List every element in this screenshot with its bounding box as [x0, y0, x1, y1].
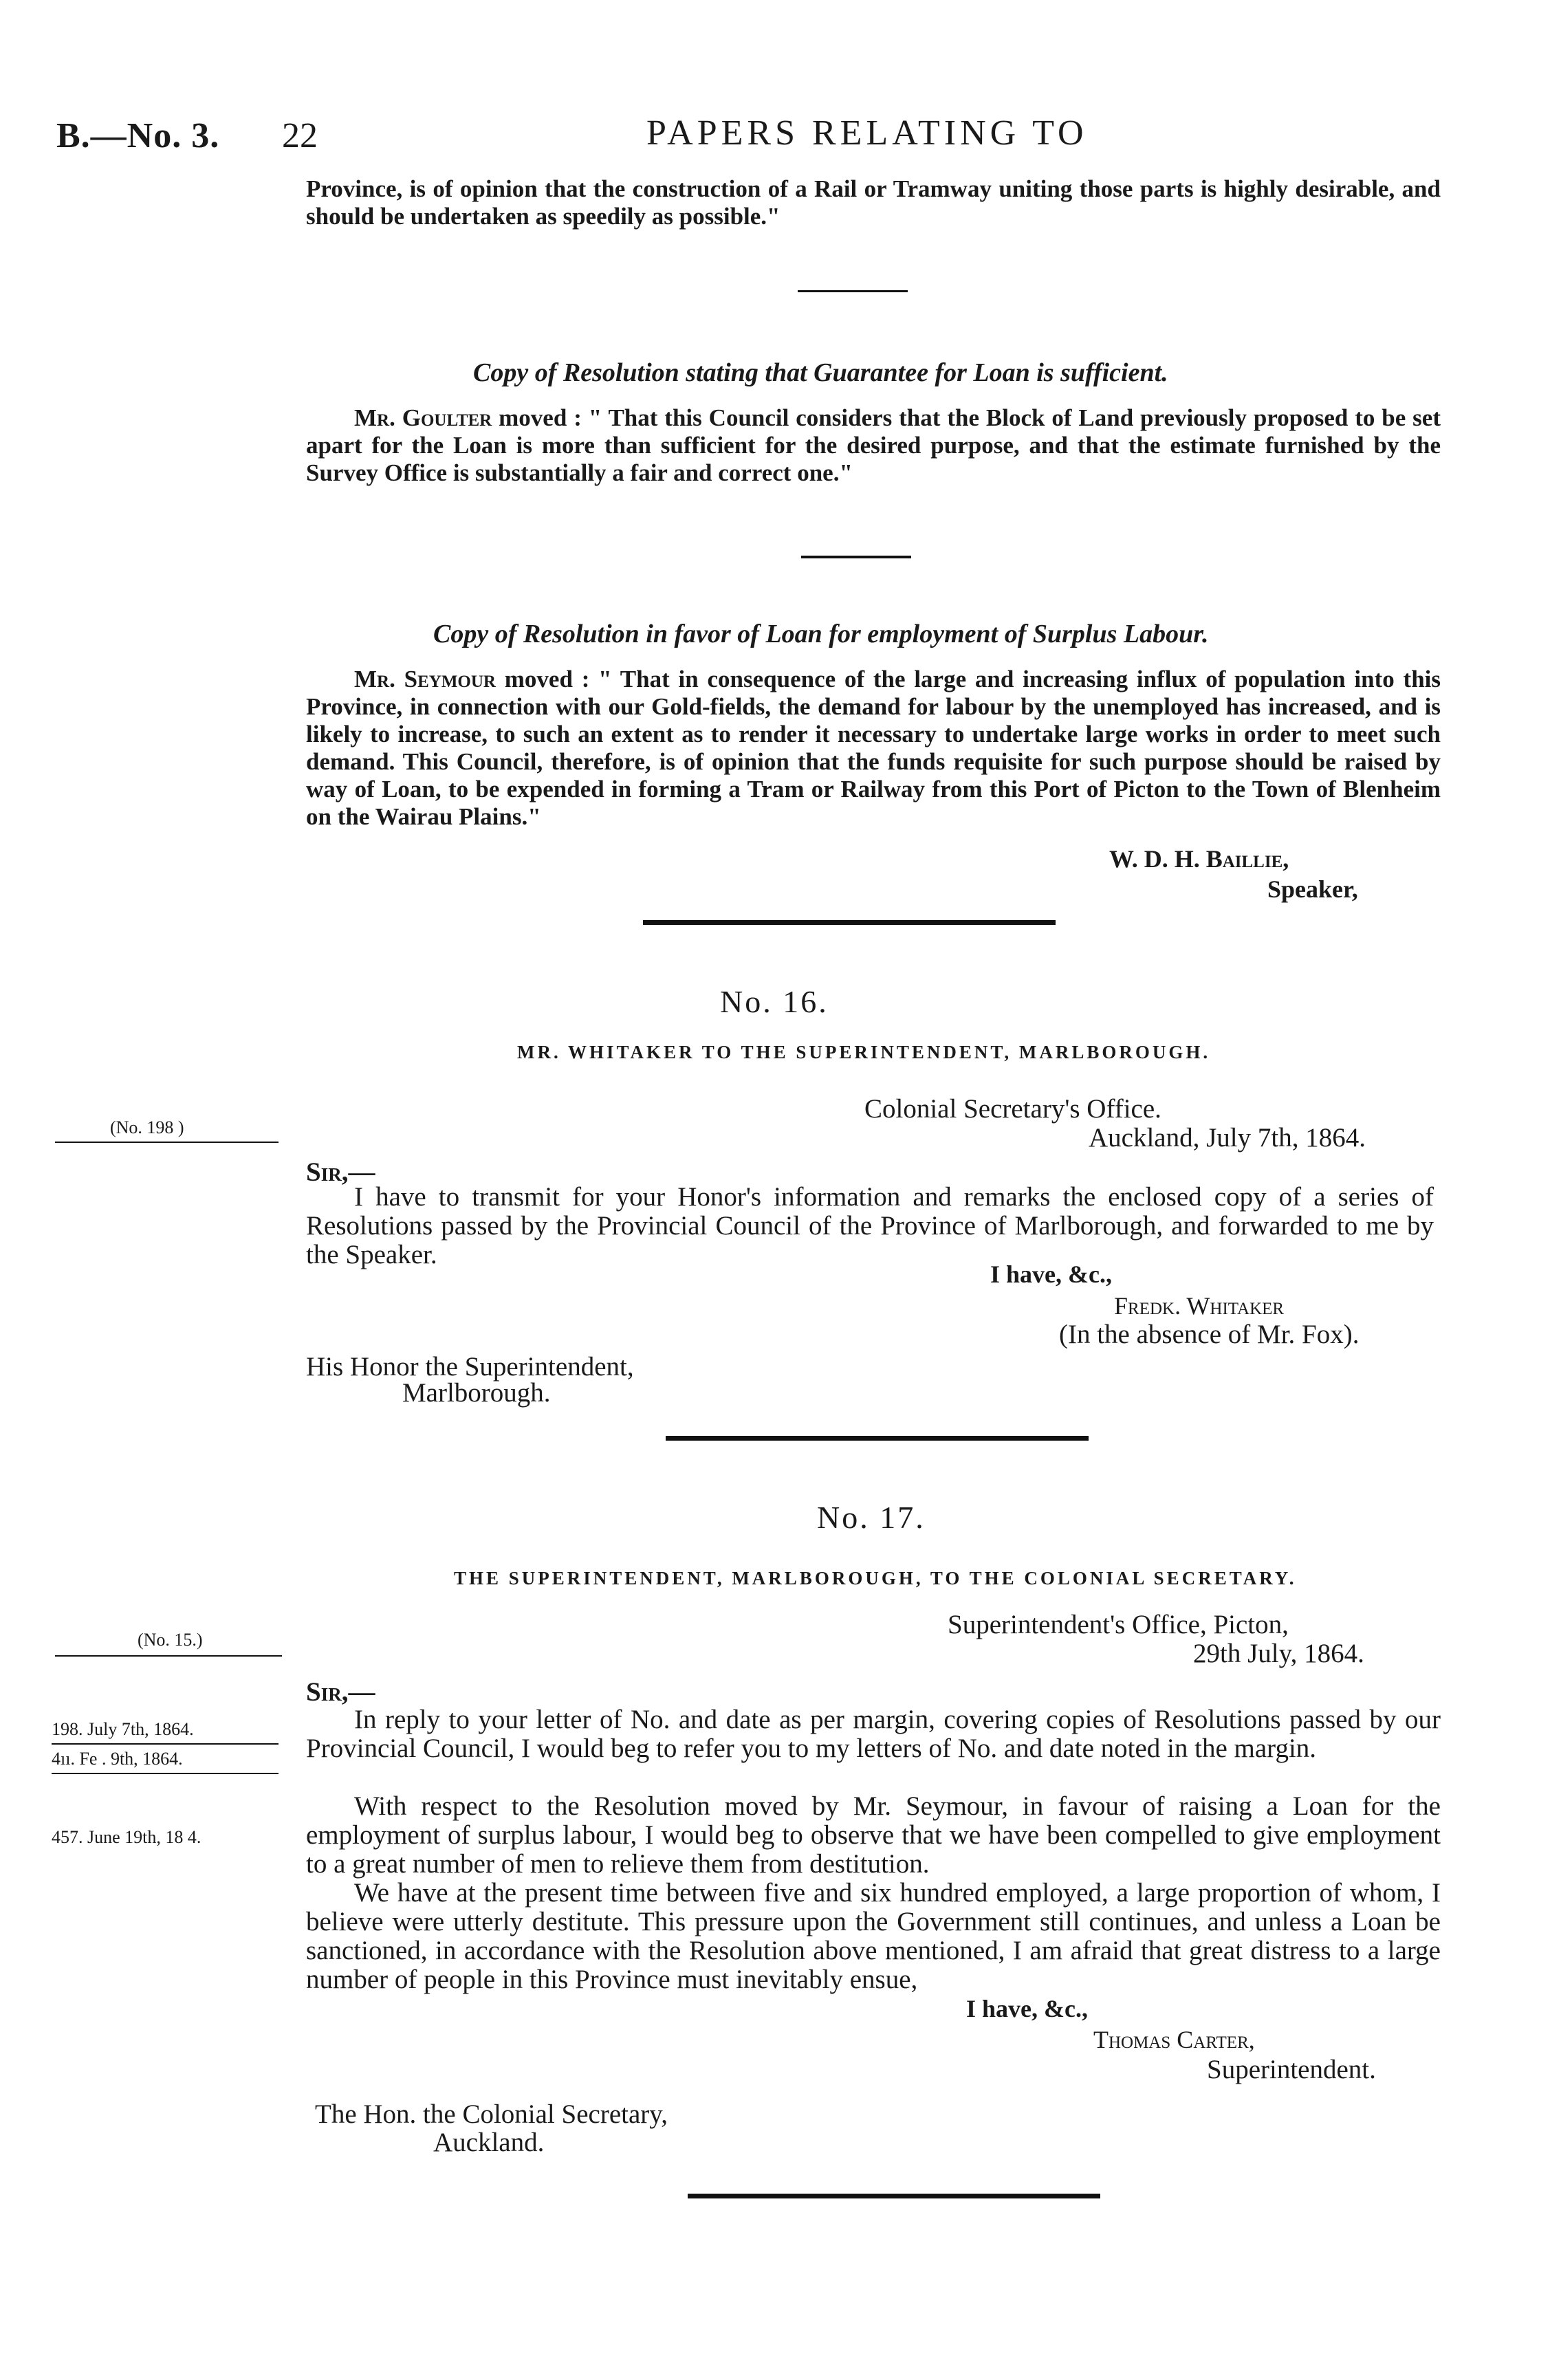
letter-16-salutation: Sir,—	[306, 1157, 375, 1187]
page-number: 22	[282, 116, 318, 155]
page-end-divider	[688, 2194, 1100, 2198]
section-divider	[801, 556, 911, 558]
letter-16-margin-ref: (No. 198 )	[110, 1117, 184, 1137]
margin-rule	[55, 1142, 279, 1143]
letter-16-address-line1: Colonial Secretary's Office.	[864, 1094, 1161, 1124]
resolution-guarantee-title: Copy of Resolution stating that Guarantee for Loan is sufficient.	[473, 358, 1168, 387]
resolution-guarantee-text	[306, 404, 1441, 487]
letter-16-recipient-line2: Marlborough.	[402, 1378, 551, 1408]
letter-17-address-line1: Superintendent's Office, Picton,	[948, 1610, 1289, 1639]
margin-rule	[52, 1743, 279, 1745]
letter-16-signature-note: (In the absence of Mr. Fox).	[1059, 1320, 1360, 1349]
running-title: PAPERS RELATING TO	[646, 113, 1088, 153]
margin-rule	[55, 1655, 282, 1657]
letter-17-recipient-line2: Auckland.	[433, 2128, 545, 2157]
letter-17-heading: THE SUPERINTENDENT, MARLBOROUGH, TO THE COLONIAL SECRETARY.	[454, 1568, 1297, 1589]
letter-17-closing: I have, &c.,	[966, 1995, 1088, 2022]
letter-16-recipient-line1: His Honor the Superintendent,	[306, 1352, 634, 1382]
letter-17-recipient-line1: The Hon. the Colonial Secretary,	[315, 2099, 668, 2129]
intro-paragraph: Province, is of opinion that the construction of a Rail or Tramway uniting those parts is highly desirable, and should be undertaken as speedily as possible."	[306, 175, 1441, 230]
letter-17-margin-ref: (No. 15.)	[138, 1630, 203, 1650]
letter-17-signature-role: Superintendent.	[1207, 2055, 1376, 2084]
document-reference: B.—No. 3.	[56, 116, 220, 155]
letter-16-heading: MR. WHITAKER TO THE SUPERINTENDENT, MARLBOROUGH.	[517, 1042, 1211, 1062]
letter-16-body: I have to transmit for your Honor's information and remarks the enclosed copy of a series of Resolutions passed by the Provincial Council of the Province of Marlborough, and forwarded to me by the Speaker.	[306, 1182, 1434, 1269]
resolution-body: moved : " That this Council considers that the Block of Land previously proposed to be set apart for the Loan is more than sufficient for the desired purpose, and that the estimate furnished by the Survey Office is substantially a fair and correct one."	[306, 404, 1441, 486]
speaker-title: Speaker,	[1267, 875, 1358, 903]
letter-17-number: No. 17.	[817, 1500, 926, 1535]
margin-rule	[52, 1773, 279, 1774]
letter-16-signature: Fredk. Whitaker	[1114, 1292, 1285, 1320]
mover-name: Mr. Seymour	[354, 666, 496, 692]
letter-divider	[643, 920, 1056, 925]
speaker-signature: W. D. H. Baillie,	[1109, 845, 1289, 873]
letter-17-para3: We have at the present time between five and six hundred employed, a large proportion of whom, I believe were utterly destitute. This pressure upon the Government still continues, and unless a Loan be sanctioned, in accordance with the Resolution above mentioned, I am afraid that great distress to a large number of people in this Province must inevitably ensue,	[306, 1878, 1441, 1994]
resolution-labour-text	[306, 666, 1441, 831]
letter-17-margin-note2: 4ıı. Fe . 9th, 1864.	[52, 1749, 183, 1769]
letter-17-address-line2: 29th July, 1864.	[1193, 1639, 1364, 1668]
letter-17-margin-note3: 457. June 19th, 18 4.	[52, 1827, 201, 1847]
resolution-labour-title: Copy of Resolution in favor of Loan for employment of Surplus Labour.	[433, 620, 1209, 648]
letter-16-closing: I have, &c.,	[990, 1260, 1112, 1288]
letter-divider	[666, 1436, 1089, 1441]
letter-16-number: No. 16.	[720, 984, 829, 1019]
resolution-body: moved : " That in consequence of the large and increasing influx of population into this Province, in connection with our Gold-fields, the demand for labour by the unemployed has increased, and is likely to increase, to such an extent as to render it necessary to undertake large works in order to meet such demand. This Council, therefore, is of opinion that the funds requisite for such purpose should be raised by way of Loan, to be expended in forming a Tram or Railway from this Port of Picton to the Town of Blenheim on the Wairau Plains."	[306, 666, 1441, 830]
letter-17-para1: In reply to your letter of No. and date as per margin, covering copies of Resolutions passed by our Provincial Council, I would beg to refer you to my letters of No. and date noted in the margin.	[306, 1705, 1441, 1763]
letter-17-salutation: Sir,—	[306, 1677, 375, 1707]
letter-17-margin-note1: 198. July 7th, 1864.	[52, 1719, 194, 1739]
section-divider	[798, 290, 908, 292]
letter-16-address-line2: Auckland, July 7th, 1864.	[1089, 1123, 1366, 1153]
letter-17-para2: With respect to the Resolution moved by Mr. Seymour, in favour of raising a Loan for the employment of surplus labour, I would beg to observe that we have been compelled to give employment to a great number of men to relieve them from destitution.	[306, 1791, 1441, 1879]
letter-17-signature: Thomas Carter,	[1093, 2026, 1255, 2053]
mover-name: Mr. Goulter	[354, 404, 492, 431]
